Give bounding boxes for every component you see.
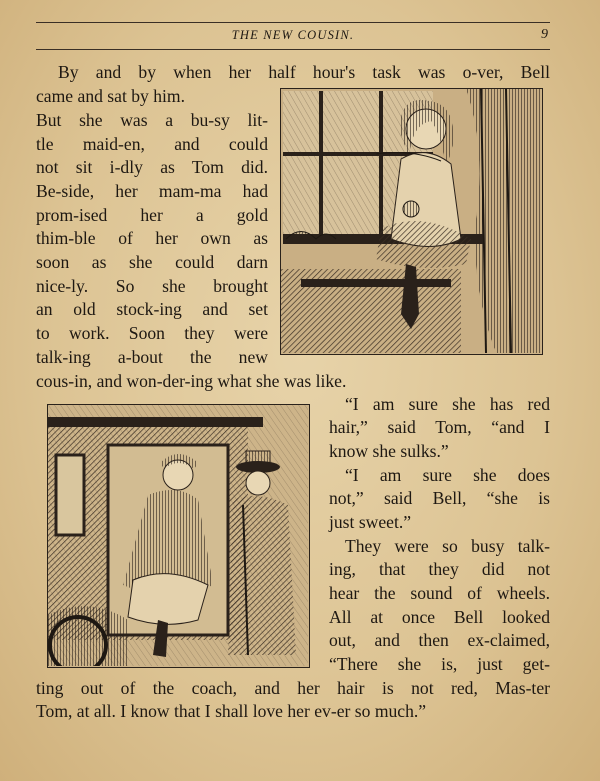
text-line: nice-ly. So she brought xyxy=(36,276,268,296)
text-line: But she was a bu-sy lit- xyxy=(36,110,268,130)
text-line: All at once Bell looked xyxy=(329,607,550,627)
text-line: By and by when her half hour's task was o-ver, Bell xyxy=(58,62,550,82)
running-header xyxy=(36,22,550,50)
text-line: talk-ing a-bout the new xyxy=(36,347,268,367)
text-line: ing, that they did not xyxy=(329,559,550,579)
text-line: “I am sure she has red xyxy=(345,394,550,414)
engraving-coach-scene xyxy=(48,405,308,666)
illustration-coach-arrival xyxy=(47,404,310,668)
text-line: hear the sound of wheels. xyxy=(329,583,550,603)
text-line: They were so busy talk- xyxy=(345,536,550,556)
text-line: just sweet.” xyxy=(329,512,412,532)
text-line: “There she is, just get- xyxy=(329,654,550,674)
text-line: hair,” said Tom, “and I xyxy=(329,417,550,437)
text-line: out, and then ex-claimed, xyxy=(329,630,550,650)
illustration-girl-at-window xyxy=(280,88,543,355)
text-line: “I am sure she does xyxy=(345,465,550,485)
text-line: to work. Soon they were xyxy=(36,323,268,343)
header-title: THE NEW COUSIN. xyxy=(231,28,355,42)
text-line: came and sat by him. xyxy=(36,86,186,106)
text-line: an old stock-ing and set xyxy=(36,299,268,319)
text-line: prom-ised her a gold xyxy=(36,205,268,225)
page-number: 9 xyxy=(541,27,548,42)
engraving-girl-darning xyxy=(281,89,541,353)
text-line: ting out of the coach, and her hair is not red, Mas-ter xyxy=(36,678,550,698)
text-line: Tom, at all. I know that I shall love her ev-er so much.” xyxy=(36,701,427,721)
text-line: thim-ble of her own as xyxy=(36,228,268,248)
text-line: tle maid-en, and could xyxy=(36,134,268,154)
text-line: know she sulks.” xyxy=(329,441,449,461)
text-line: not,” said Bell, “she is xyxy=(329,488,550,508)
text-line: Be-side, her mam-ma had xyxy=(36,181,268,201)
text-line: not sit i-dly as Tom did. xyxy=(36,157,268,177)
text-line: soon as she could darn xyxy=(36,252,268,272)
text-line: cous-in, and won-der-ing what she was like. xyxy=(36,371,347,391)
